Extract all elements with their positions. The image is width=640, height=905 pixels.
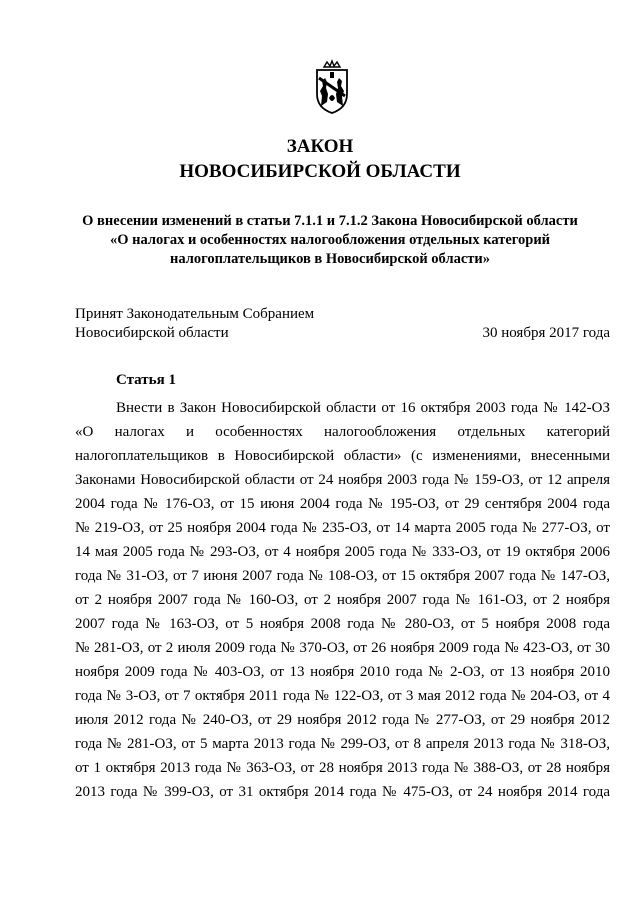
body-line: от 1 октября 2013 года № 363-ОЗ, от 28 ноября 2013 года № 388-ОЗ, от 28 ноября [75, 760, 610, 776]
adoption-date: 30 ноября 2017 года [482, 325, 610, 341]
coat-of-arms-icon [303, 58, 361, 116]
adoption-block [75, 305, 610, 343]
body-line: от 2 ноября 2007 года № 160-ОЗ, от 2 ноября 2007 года № 161-ОЗ, от 2 ноября [75, 592, 610, 608]
law-title: ЗАКОН [286, 136, 354, 157]
adoption-body-line1: Принят Законодательным Собранием [75, 306, 315, 322]
body-line: Внести в Закон Новосибирской области от 16 октября 2003 года № 142-ОЗ [116, 400, 610, 416]
body-line: ноября 2009 года № 403-ОЗ, от 13 ноября 2010 года № 2-ОЗ, от 13 ноября 2010 [75, 664, 610, 680]
body-line: 2007 года № 163-ОЗ, от 5 ноября 2008 года № 280-ОЗ, от 5 ноября 2008 года [75, 616, 610, 632]
article-body [75, 396, 610, 804]
body-line: Законами Новосибирской области от 24 ноября 2003 года № 159-ОЗ, от 12 апреля [75, 472, 610, 488]
body-line: № 219-ОЗ, от 25 ноября 2004 года № 235-ОЗ, от 14 марта 2005 года № 277-ОЗ, от [75, 520, 610, 536]
body-line: 2013 года № 399-ОЗ, от 31 октября 2014 года № 475-ОЗ, от 24 ноября 2014 года [75, 784, 610, 800]
adoption-body-line2: Новосибирской области [75, 325, 229, 341]
law-subject [60, 212, 600, 269]
emblem-graphic [303, 58, 361, 116]
body-line: года № 281-ОЗ, от 5 марта 2013 года № 299-ОЗ, от 8 апреля 2013 года № 318-ОЗ, [75, 736, 610, 752]
body-line: июля 2012 года № 240-ОЗ, от 29 ноября 2012 года № 277-ОЗ, от 29 ноября 2012 [75, 712, 610, 728]
body-line: налогоплательщиков в Новосибирской области» (с изменениями, внесенными [75, 448, 610, 464]
subject-line: «О налогах и особенностях налогообложения отдельных категорий [109, 232, 551, 248]
article-heading: Статья 1 [116, 372, 176, 388]
subject-line: налогоплательщиков в Новосибирской области» [170, 251, 490, 267]
body-line: 2004 года № 176-ОЗ, от 15 июня 2004 года № 195-ОЗ, от 29 сентября 2004 года [75, 496, 610, 512]
body-line: № 281-ОЗ, от 2 июля 2009 года № 370-ОЗ, от 26 ноября 2009 года № 423-ОЗ, от 30 [75, 640, 610, 656]
body-line: года № 31-ОЗ, от 7 июня 2007 года № 108-ОЗ, от 15 октября 2007 года № 147-ОЗ, [75, 568, 610, 584]
body-line: 14 мая 2005 года № 293-ОЗ, от 4 ноября 2005 года № 333-ОЗ, от 19 октября 2006 [75, 544, 610, 560]
subject-line: О внесении изменений в статьи 7.1.1 и 7.1.2 Закона Новосибирской области [82, 213, 578, 229]
body-line: «О налогах и особенностях налогообложения отдельных категорий [75, 424, 610, 440]
body-line: года № 3-ОЗ, от 7 октября 2011 года № 122-ОЗ, от 3 мая 2012 года № 204-ОЗ, от 4 [75, 688, 610, 704]
law-region: НОВОСИБИРСКОЙ ОБЛАСТИ [179, 161, 461, 182]
